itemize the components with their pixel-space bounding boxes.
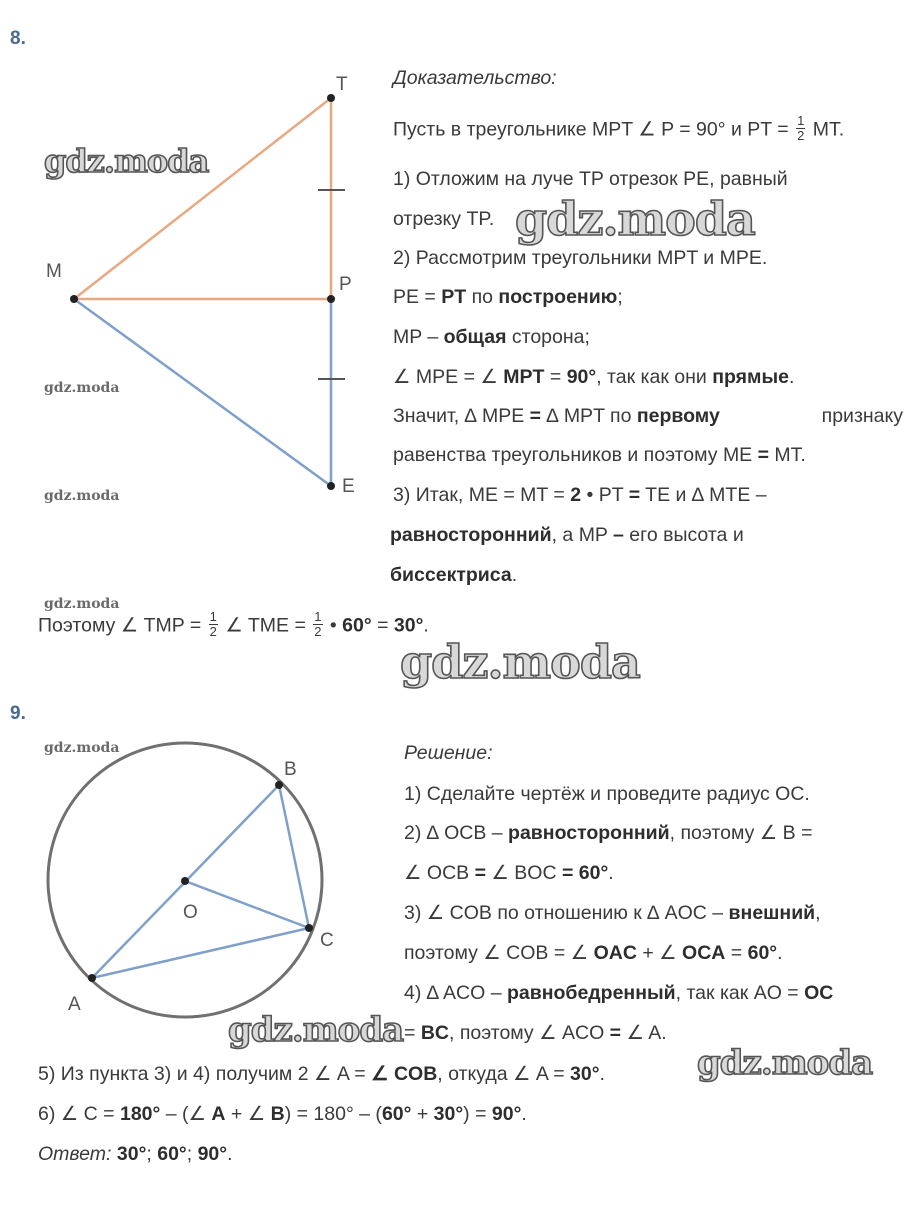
point-m xyxy=(70,295,78,303)
fraction-half: $\frac{1}{2}$ xyxy=(314,609,322,639)
proof-line-10: 3) Итак, ME = MT = 2 • PT = TE и ∆ MTE – xyxy=(393,484,767,506)
point-a xyxy=(88,974,96,982)
proof-line-13: Поэтому ∠ TMP = $\frac{1}{2}$ ∠ TME = $\frac{1}{2}$ • 60° = 30°. xyxy=(38,609,429,639)
watermark: gdz.moda xyxy=(697,1043,873,1083)
watermark: gdz.moda xyxy=(44,740,120,756)
answer-line: Ответ: 30°; 60°; 90°. xyxy=(38,1143,233,1165)
label-t: T xyxy=(336,74,348,95)
proof-line-2: 1) Отложим на луче TP отрезок PE, равный xyxy=(393,168,788,190)
solution-line-5: поэтому ∠ COB = ∠ OAC + ∠ OCA = 60°. xyxy=(404,942,783,964)
label-e: E xyxy=(342,476,355,497)
watermark: gdz.moda xyxy=(44,596,120,612)
segment-ac xyxy=(92,928,309,978)
fraction-half: $\frac{1}{2}$ xyxy=(797,113,805,143)
proof-line-9: равенства треугольников и поэтому ME = MT. xyxy=(393,444,806,466)
point-c xyxy=(305,924,313,932)
proof-line-7: ∠ MPE = ∠ MPT = 90°, так как они прямые. xyxy=(393,366,795,388)
solution-line-3: ∠ OCB = ∠ BOC = 60°. xyxy=(404,862,614,884)
task-8-number: 8. xyxy=(10,28,26,49)
proof-line-1: Пусть в треугольнике MPT ∠ P = 90° и PT = $\frac{1}{2}$ MT. xyxy=(393,113,845,143)
proof-line-3: отрезку TP. xyxy=(393,208,495,230)
solution-line-6: 4) ∆ ACO – равнобедренный, так как AO = OC xyxy=(404,982,834,1004)
solution-line-1: 1) Сделайте чертёж и проведите радиус OC. xyxy=(404,783,810,805)
watermark: gdz.moda xyxy=(515,192,755,246)
proof-line-5: PE = PT по построению; xyxy=(393,286,623,308)
label-o: O xyxy=(183,902,198,923)
point-b xyxy=(275,781,283,789)
watermark: gdz.moda xyxy=(228,1010,404,1050)
proof-heading: Доказательство: xyxy=(393,67,557,89)
point-t xyxy=(327,94,335,102)
proof-line-8: Значит, ∆ MPE = ∆ MPT по первому признаку xyxy=(393,405,903,427)
proof-line-12: биссектриса. xyxy=(390,564,518,586)
proof-line-4: 2) Рассмотрим треугольники MPT и MPE. xyxy=(393,247,768,269)
solution-heading: Решение: xyxy=(404,742,493,764)
solution-line-4: 3) ∠ COB по отношению к ∆ AOC – внешний, xyxy=(404,902,821,924)
label-m: M xyxy=(46,261,62,282)
task-9-number: 9. xyxy=(10,703,26,724)
point-o xyxy=(181,877,189,885)
segment-mt xyxy=(74,98,331,299)
solution-line-9: 6) ∠ C = 180° – (∠ A + ∠ B) = 180° – (60° + 30°) = 90°. xyxy=(38,1103,527,1125)
solution-line-2: 2) ∆ OCB – равносторонний, поэтому ∠ B = xyxy=(404,822,813,844)
label-a: A xyxy=(68,994,81,1015)
watermark: gdz.moda xyxy=(44,142,209,180)
solution-line-7: = BC, поэтому ∠ ACO = ∠ A. xyxy=(404,1022,667,1044)
label-c: C xyxy=(320,930,334,951)
proof-line-6: MP – общая сторона; xyxy=(393,326,590,348)
solution-line-8: 5) Из пункта 3) и 4) получим 2 ∠ A = ∠ COB, откуда ∠ A = 30°. xyxy=(38,1063,605,1085)
watermark: gdz.moda xyxy=(44,380,120,396)
label-b: B xyxy=(284,759,297,780)
proof-line-11: равносторонний, а MP – его высота и xyxy=(390,524,744,546)
point-e xyxy=(327,482,335,490)
watermark: gdz.moda xyxy=(400,635,640,689)
watermark: gdz.moda xyxy=(44,488,120,504)
segment-oc xyxy=(185,881,309,928)
point-p xyxy=(327,295,335,303)
circle-diagram xyxy=(48,743,334,1017)
segment-bc xyxy=(279,785,309,928)
fraction-half: $\frac{1}{2}$ xyxy=(209,609,217,639)
triangle-mpt xyxy=(74,98,331,299)
label-p: P xyxy=(339,274,352,295)
